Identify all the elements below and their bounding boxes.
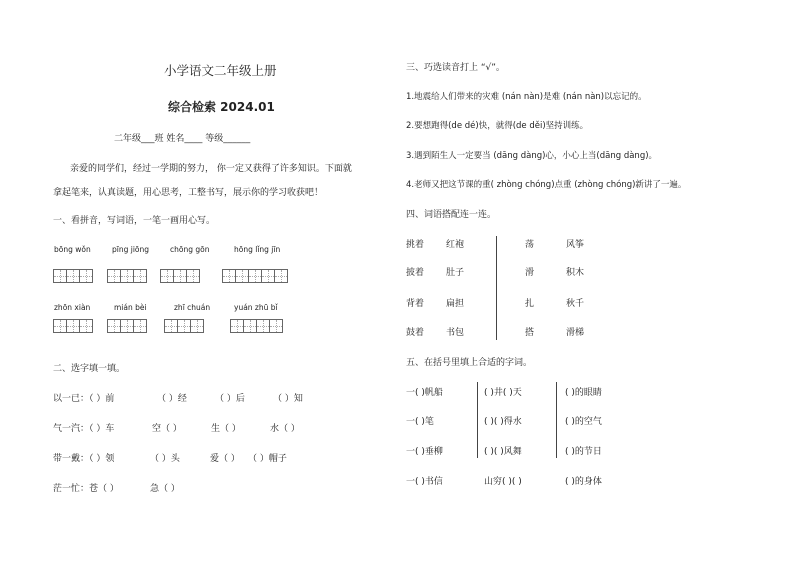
fill-item: 空（ ）	[152, 424, 182, 434]
match-word: 风筝	[566, 240, 585, 250]
divider-line	[477, 382, 478, 458]
writing-grid[interactable]	[222, 269, 288, 283]
section-3-heading: 三、巧选读音打上 “√”。	[406, 63, 505, 73]
match-word: 鼓着	[406, 328, 425, 338]
writing-grid[interactable]	[53, 269, 93, 283]
fill-item: ( )井( )天	[484, 388, 522, 398]
question-item: 3.遇到陌生人一定要当 (dāng dàng)心，小心上当(dāng dàng)。	[406, 151, 658, 161]
section-1-heading: 一、看拼音，写词语，一笔一画用心写。	[53, 216, 216, 226]
section-4-heading: 四、词语搭配连一连。	[406, 210, 497, 220]
match-word: 搭	[525, 328, 535, 338]
match-word: 背着	[406, 299, 425, 309]
pinyin-label: zhī chuán	[174, 303, 211, 312]
writing-grid[interactable]	[164, 319, 204, 333]
match-word: 扁担	[446, 299, 465, 309]
fill-item: ( )的节日	[565, 447, 602, 457]
writing-grid[interactable]	[230, 319, 283, 333]
fill-item: 一( )帆船	[406, 388, 443, 398]
divider-line	[496, 236, 497, 340]
section-5-heading: 五、在括号里填上合适的字词。	[406, 358, 533, 368]
pinyin-label: pīng jiōng	[112, 245, 150, 254]
fill-item: 以一已：（ ）前	[53, 394, 115, 404]
fill-item: 山穷( )( )	[484, 477, 522, 487]
student-info-line: 二年级___班 姓名____ 等级______	[114, 134, 251, 144]
fill-item: 急（ ）	[150, 484, 180, 494]
fill-item: 气一汽：（ ）车	[53, 424, 115, 434]
match-word: 滑	[525, 268, 535, 278]
fill-item: ( )的眼睛	[565, 388, 602, 398]
match-word: 积木	[566, 268, 585, 278]
writing-grid[interactable]	[107, 269, 147, 283]
fill-item: ( )( )风舞	[484, 447, 522, 457]
pinyin-label: bōng wǒn	[54, 245, 91, 254]
match-word: 秋千	[566, 299, 585, 309]
match-word: 书包	[446, 328, 465, 338]
pinyin-label: zhōn xiàn	[54, 303, 91, 312]
pinyin-label: chōng gōn	[170, 245, 210, 254]
match-word: 挑着	[406, 240, 425, 250]
fill-item: 生（ ）	[211, 424, 241, 434]
fill-item: （ ）知	[273, 394, 303, 404]
question-item: 2.要想跑得(de dé)快，就得(de děi)坚持训练。	[406, 121, 589, 131]
fill-item: 一( )垂柳	[406, 447, 443, 457]
fill-item: 一( )书信	[406, 477, 443, 487]
match-word: 肚子	[446, 268, 465, 278]
fill-item: 带一戴：（ ）领	[53, 454, 115, 464]
intro-text-line-1: 亲爱的同学们，经过一学期的努力， 你一定又获得了许多知识。下面就	[70, 164, 352, 174]
pinyin-label: hōng lǐng jīn	[234, 245, 281, 254]
question-item: 1.地震给人们带来的灾难 (nán nàn)是难 (nán nàn)以忘记的。	[406, 92, 647, 102]
fill-item: 一( )笔	[406, 417, 434, 427]
question-item: 4.老师又把这节课的重( zhòng chóng)点重 (zhòng chóng)新讲了一遍。	[406, 180, 687, 190]
match-word: 荡	[525, 240, 535, 250]
fill-item: （ ）经	[157, 394, 187, 404]
match-word: 披着	[406, 268, 425, 278]
fill-item: ( )的身体	[565, 477, 602, 487]
page-title: 小学语文二年级上册	[164, 63, 277, 78]
fill-item: ( )的空气	[565, 417, 602, 427]
fill-item: （ ）头	[150, 454, 180, 464]
writing-grid[interactable]	[107, 319, 147, 333]
fill-item: 水（ ）	[270, 424, 300, 434]
match-word: 滑梯	[566, 328, 585, 338]
fill-item: （ ）后	[215, 394, 245, 404]
match-word: 扎	[525, 299, 535, 309]
fill-item: （ ）帽子	[248, 454, 287, 464]
writing-grid[interactable]	[160, 269, 200, 283]
pinyin-label: mián bèi	[114, 303, 147, 312]
fill-item: ( )( )得水	[484, 417, 522, 427]
fill-item: 爱（ ）	[210, 454, 240, 464]
fill-item: 茫一忙：苍（ ）	[53, 484, 119, 494]
divider-line	[556, 382, 557, 458]
match-word: 红袍	[446, 240, 465, 250]
pinyin-label: yuán zhū bǐ	[234, 303, 278, 312]
section-2-heading: 二、选字填一填。	[53, 364, 126, 374]
page-subtitle: 综合检索 2024.01	[168, 100, 275, 114]
writing-grid[interactable]	[53, 319, 93, 333]
intro-text-line-2: 拿起笔来，认真读题，用心思考，工整书写，展示你的学习收获吧！	[53, 188, 324, 198]
